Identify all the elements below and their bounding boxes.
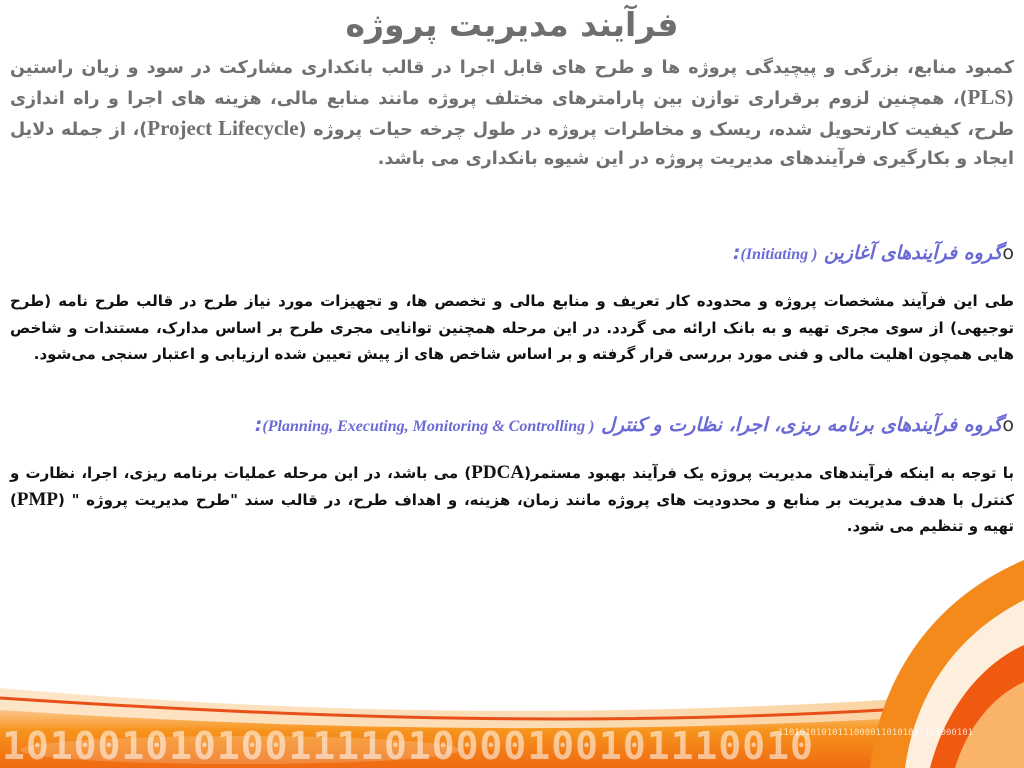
section-heading-en: ( Planning, Executing, Monitoring & Controlling) — [262, 418, 595, 435]
section-heading-fa: گروه فرآیندهای آغازین — [817, 242, 1003, 264]
section-heading-suffix: : — [732, 242, 741, 264]
intro-text-3: )، از جمله دلایل ایجاد و بکارگیری فرآیندهای مدیریت پروژه در این شیوه بانکداری می باشد. — [10, 120, 1014, 169]
section-heading-fa: گروه فرآیندهای برنامه ریزی، اجرا، نظارت و کنترل — [594, 414, 1003, 436]
bullet-icon: o — [1002, 414, 1014, 436]
intro-pls: PLS — [967, 85, 1006, 109]
section-body-initiating: طی این فرآیند مشخصات پروژه و محدوده کار تعریف و منابع مالی و تخصص ها، و تجهیزات مورد نیاز طرح در قالب طرح نامه (طرح توجیهی) از سوی مجری تهیه و به بانک ارائه می گردد. در این مرحله همچنین توانایی مجری طرح بر اساس مدارک، مستندات و شاخص هایی همچون اهلیت مالی و فنی مورد بررسی قرار گرفته و بر اساس شاخص های از پیش تعیین شده ارزیابی و اعتبار سنجی می‌شود. — [10, 292, 1014, 363]
body-text-1: با توجه به اینکه فرآیندهای مدیریت پروژه یک فرآیند بهبود مستمر( — [524, 464, 1014, 482]
footer-binary-pattern: 1010010101001111010000100101110010 — [2, 724, 814, 768]
intro-paragraph — [10, 54, 1014, 174]
section-heading-en: ( Initiating) — [740, 246, 818, 263]
bullet-icon: o — [1002, 242, 1014, 264]
body-pmp: PMP — [16, 488, 59, 510]
section-heading-planning — [10, 414, 1014, 436]
section-heading-initiating — [10, 242, 1014, 264]
body-pdca: PDCA — [471, 462, 525, 483]
slide-title: فرآیند مدیریت پروژه — [345, 5, 679, 44]
section-heading-suffix: : — [254, 414, 263, 436]
intro-text-2: )، همچنین لزوم برقراری توازن بین پارامترهای مختلف پروژه مانند منابع مالی، هزینه های اجرا و راه اندازی طرح، کیفیت کارتحویل شده، ریسک و مخاطرات پروژه در طول چرخه حیات پروژه ( — [10, 89, 1014, 140]
footer-binary-pattern-small: 110101010101110000110101011101000101 — [778, 728, 974, 738]
intro-project-lifecycle: Project Lifecycle — [147, 116, 299, 140]
section-body-planning — [10, 460, 1014, 540]
body-text-2: ) می باشد، در این مرحله عملیات برنامه ریزی، اجرا، نظارت و کنترل با هدف مدیریت بر منابع و محدودیت های پروژه مانند زمان، هزینه، و اهداف طرح، در قالب سند "طرح مدیریت پروژه " ( — [10, 464, 1014, 509]
intro-text-1: کمبود منابع، بزرگی و پیچیدگی پروژه ها و طرح های قابل اجرا در قالب بانکداری مشارکت در سود و زیان راستین ( — [10, 58, 1014, 109]
body-text-3: ) تهیه و تنظیم می شود. — [10, 490, 1014, 535]
